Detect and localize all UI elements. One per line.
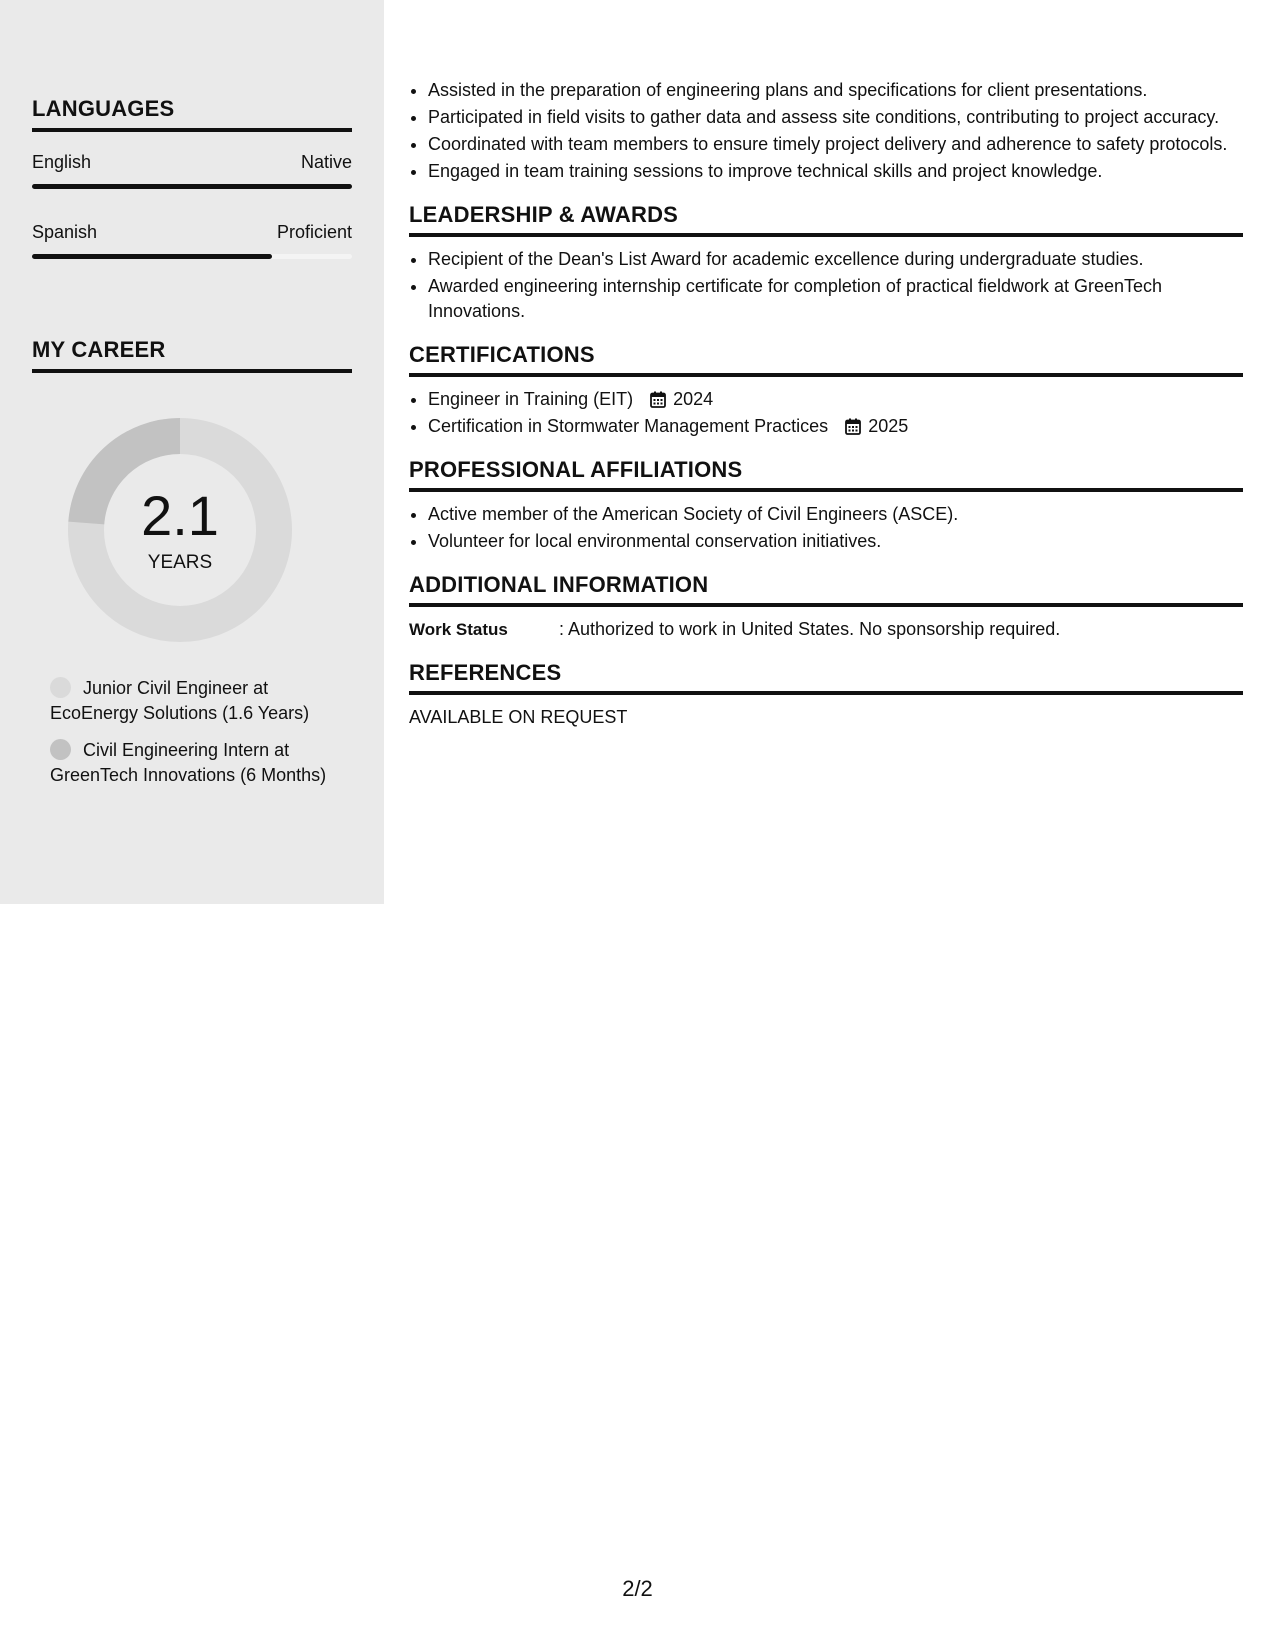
certifications-list (409, 387, 1243, 439)
certification-year: 2024 (673, 389, 714, 409)
career-legend (50, 676, 340, 800)
work-status-label: Work Status (409, 620, 508, 639)
affiliations-list (409, 502, 1243, 554)
list-item: • Coordinated with team members to ensure timely project delivery and adherence to safety protocols. (428, 132, 1243, 157)
certification-year: 2025 (868, 416, 909, 436)
affiliations-heading: PROFESSIONAL AFFILIATIONS (409, 457, 1243, 492)
additional-info-heading: ADDITIONAL INFORMATION (409, 572, 1243, 607)
main-content (409, 78, 1243, 730)
language-name: Spanish (32, 222, 98, 242)
sidebar (0, 0, 384, 904)
career-heading: MY CAREER (32, 337, 352, 373)
references-text: AVAILABLE ON REQUEST (409, 707, 628, 727)
list-item: • Volunteer for local environmental conservation initiatives. (428, 529, 1243, 554)
list-item: • Engaged in team training sessions to improve technical skills and project knowledge. (428, 159, 1243, 184)
list-item: • Active member of the American Society of Civil Engineers (ASCE). (428, 502, 1243, 527)
career-item-label: Junior Civil Engineer at EcoEnergy Solutions (1.6 Years) (50, 678, 310, 723)
list-item: • Assisted in the preparation of engineering plans and specifications for client presentations. (428, 78, 1243, 103)
language-row-spanish (32, 222, 352, 243)
career-item (50, 676, 340, 726)
language-bar-english (32, 184, 352, 189)
references-heading: REFERENCES (409, 660, 1243, 695)
language-bar-spanish (32, 254, 352, 259)
language-bar-fill (32, 254, 272, 259)
list-item: • Awarded engineering internship certificate for completion of practical fieldwork at GreenTech Innovations. (428, 274, 1243, 324)
calendar-icon (845, 418, 861, 435)
leadership-list (409, 247, 1243, 324)
certifications-heading: CERTIFICATIONS (409, 342, 1243, 377)
calendar-icon (650, 391, 666, 408)
legend-dot (50, 739, 71, 760)
experience-bullets (409, 78, 1243, 184)
leadership-heading: LEADERSHIP & AWARDS (409, 202, 1243, 237)
career-unit: YEARS (147, 552, 213, 573)
list-item: • Recipient of the Dean's List Award for academic excellence during undergraduate studies. (428, 247, 1243, 272)
language-level: Native (300, 152, 352, 172)
list-item: • Participated in field visits to gather data and assess site conditions, contributing to project accuracy. (428, 105, 1243, 130)
work-status-value: : Authorized to work in United States. No sponsorship required. (559, 619, 1061, 639)
language-level: Proficient (276, 222, 352, 242)
certification-item (428, 387, 1243, 412)
legend-dot (50, 677, 71, 698)
career-item-label: Civil Engineering Intern at GreenTech Innovations (6 Months) (50, 740, 327, 785)
language-bar-fill (32, 184, 352, 189)
certification-name: Engineer in Training (EIT) (428, 389, 634, 409)
page-number: 2/2 (622, 1576, 653, 1601)
career-total-years: 2.1 (141, 484, 219, 547)
certification-item (428, 414, 1243, 439)
work-status-row (409, 617, 1243, 642)
certification-name: Certification in Stormwater Management Practices (428, 416, 829, 436)
language-row-english (32, 152, 352, 173)
languages-heading: LANGUAGES (32, 96, 352, 132)
language-name: English (32, 152, 92, 172)
career-item (50, 738, 340, 788)
